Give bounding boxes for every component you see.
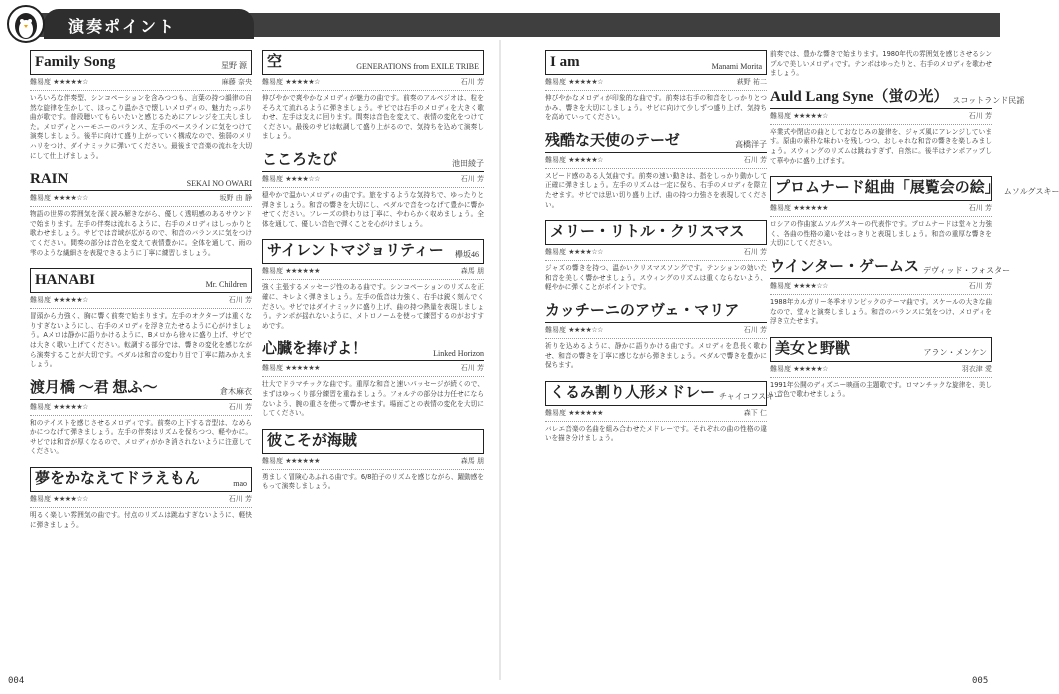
arranger-name: 森馬 朋 bbox=[460, 267, 484, 276]
article-body: 穏やかで温かいメロディの曲です。旅をするような気持ちで、ゆったりと弾きましょう。和音の響きを大切にし、ペダルで音をつなげて豊かに響かせてください。フレーズの終わりは丁寧に、やわらかく収めましょう。全体を通して、優しい音色で弾くことを心がけましょう。 bbox=[262, 190, 484, 228]
article-title-row bbox=[262, 429, 484, 454]
article-block bbox=[30, 380, 252, 457]
article-body: 伸びやかで爽やかなメロディが魅力の曲です。前奏のアルペジオは、粒をそろえて流れるように弾きましょう。サビでは右手のメロディを大きく歌わせ、左手は支えに回ります。間奏は音色を変えて、表情の変化をつけてください。最後のサビは転調して盛り上がるので、気持ちを込めて演奏しましょう。 bbox=[262, 94, 484, 141]
difficulty-label: 難易度 bbox=[262, 174, 283, 183]
article-block bbox=[262, 341, 484, 418]
article-body: ロシアの作曲家ムソルグスキーの代表作です。プロムナードは堂々と力強く、各曲の性格の違いをはっきりと表現しましょう。和音の重厚な響きを大切にしてください。 bbox=[770, 220, 992, 248]
difficulty-row bbox=[545, 75, 767, 91]
difficulty-stars: ★★★★★☆ bbox=[53, 78, 88, 86]
article-body: 物語の世界の雰囲気を深く読み解きながら、優しく透明感のあるサウンドで始まります。左手の伴奏は流れるように、右手のメロディはしっかりと歌わせましょう。サビでは音域が広がるので、和音のバランスに気をつけてください。間奏の部分は音色を変えて表情豊かに。全体を通して、雨の雫のような繊細さを表現できるように丁寧に練習しましょう。 bbox=[30, 210, 252, 257]
difficulty-stars: ★★★★☆☆ bbox=[568, 325, 603, 334]
column-4 bbox=[770, 50, 1059, 410]
composer-name: Mr. Children bbox=[205, 280, 247, 290]
difficulty-row bbox=[770, 109, 992, 125]
composer-name: スコットランド民謡 bbox=[952, 95, 1025, 105]
arranger-name: 石川 芳 bbox=[228, 296, 252, 305]
arranger-name: 石川 芳 bbox=[743, 155, 767, 164]
article-title-row bbox=[545, 50, 767, 75]
article-block bbox=[770, 258, 1011, 327]
composer-name: アラン・メンケン bbox=[923, 347, 987, 357]
difficulty-stars: ★★★★☆☆ bbox=[53, 194, 88, 203]
song-title: カッチーニのアヴェ・マリア bbox=[545, 302, 740, 319]
article-body: 卒業式や閉店の曲としておなじみの旋律を、ジャズ風にアレンジしています。原曲の素朴な味わいを残しつつ、おしゃれな和音の響きを楽しみましょう。スウィングのリズムは跳ねすぎず、自然に。後半はテンポアップして華やかに盛り上げます。 bbox=[770, 127, 992, 165]
article-body: 壮大でドラマチックな曲です。重厚な和音と速いパッセージが続くので、まずはゆっくり部分練習を重ねましょう。フォルテの部分は力任せにならないよう、腕の重さを使って響かせます。場面ごとの表情の変化を大切にしてください。 bbox=[262, 380, 484, 418]
difficulty-row bbox=[30, 293, 252, 309]
song-title: メリー・リトル・クリスマス bbox=[550, 224, 745, 241]
song-title: 渡月橋 〜君 想ふ〜 bbox=[30, 379, 158, 396]
composer-name: デヴィッド・フォスター bbox=[922, 265, 1011, 275]
article-block bbox=[262, 239, 484, 331]
article-title-row bbox=[30, 171, 252, 191]
difficulty-label: 難易度 bbox=[545, 155, 566, 164]
page-spine bbox=[499, 40, 501, 680]
article-title-row bbox=[262, 152, 484, 172]
difficulty-row bbox=[30, 492, 252, 508]
article-title-row bbox=[30, 380, 252, 400]
article-body: 前奏では、豊かな響きで始まります。1980年代の雰囲気を感じさせるシンプルで美しいメロディです。テンポはゆったりと、右手のメロディを歌わせましょう。 bbox=[770, 50, 992, 78]
article-body: 冒頭から力強く、胸に響く前奏で始まります。左手のオクターブは重くなりすぎないようにし、右手のメロディを浮き立たせるように心がけましょう。Aメロは静かに語りかけるように、Bメロから徐々に盛り上げ、サビでは大きく歌い上げてください。転調する部分では、響きの変化を感じながら演奏することが大切です。ペダルは和音の変わり目で丁寧に踏みかえましょう。 bbox=[30, 312, 252, 369]
song-title: I am bbox=[550, 54, 580, 70]
song-title: Auld Lang Syne（蛍の光） bbox=[770, 88, 949, 105]
song-title: 心臓を捧げよ！ bbox=[262, 341, 368, 358]
difficulty-stars: ★★★★★★ bbox=[568, 408, 603, 417]
arranger-name: 石川 芳 bbox=[460, 364, 484, 373]
article-title-row bbox=[262, 50, 484, 75]
arranger-name: 森馬 朋 bbox=[460, 456, 484, 465]
difficulty-row bbox=[262, 264, 484, 280]
difficulty-label: 難易度 bbox=[545, 325, 566, 334]
difficulty-label: 難易度 bbox=[262, 78, 283, 86]
article-block bbox=[770, 88, 1025, 166]
difficulty-label: 難易度 bbox=[30, 402, 51, 411]
article-title-row bbox=[262, 341, 484, 361]
difficulty-label: 難易度 bbox=[545, 78, 566, 86]
article-block bbox=[30, 50, 252, 161]
difficulty-row bbox=[770, 201, 992, 217]
article-block bbox=[30, 268, 252, 370]
difficulty-row bbox=[262, 75, 484, 91]
page-number-right: 005 bbox=[972, 676, 989, 686]
difficulty-label: 難易度 bbox=[262, 364, 283, 373]
article-title-row bbox=[30, 268, 252, 293]
article-body: 明るく楽しい雰囲気の曲です。付点のリズムは跳ねすぎないように、軽快に弾きましょう。 bbox=[30, 511, 252, 529]
difficulty-row bbox=[770, 279, 992, 295]
composer-name: 星野 源 bbox=[221, 61, 247, 70]
arranger-name: 坂野 由 静 bbox=[219, 194, 252, 203]
arranger-name: 萩野 祐二 bbox=[736, 78, 767, 86]
article-block bbox=[770, 337, 992, 400]
composer-name: チャイコフスキー bbox=[719, 391, 783, 401]
article-body: いろいろな伴奏型、シンコペーションを含みつつも、言葉の持つ韻律の自然な旋律を生かして、ほっこり温かさで懐しいメロディの、魅力たっぷり曲が歌です。普段聴いてもらいたいと感じるためにアレンジを工夫しました。メロディとハーモニーのバランス、左手のベースラインに気をつけて演奏しましょう。後半に向けて盛り上がっていく構成なので、強弱のメリハリをつけ、ダイナミックに弾いてください。最後まで音楽の流れを大切にして仕上げましょう。 bbox=[30, 94, 252, 160]
difficulty-row bbox=[262, 172, 484, 188]
article-title-row bbox=[545, 133, 767, 153]
difficulty-stars: ★★★★☆☆ bbox=[285, 174, 320, 183]
article-block bbox=[545, 133, 767, 210]
article-body: 和のテイストを感じさせるメロディです。前奏の上下する音型は、なめらかにつなげて弾きましょう。左手の伴奏はリズムを保ちつつ、軽やかに。サビでは和音が厚くなるので、メロディがかき消されないように注意してください。 bbox=[30, 418, 252, 456]
difficulty-row bbox=[545, 153, 767, 169]
difficulty-row bbox=[770, 362, 992, 378]
difficulty-stars: ★★★★★☆ bbox=[53, 402, 88, 411]
article-title-row bbox=[770, 258, 1011, 279]
header-title: 演奏ポイント bbox=[68, 17, 177, 36]
column-1 bbox=[30, 50, 252, 540]
arranger-name: 石川 芳 bbox=[228, 495, 252, 504]
difficulty-stars: ★★★★☆☆ bbox=[53, 495, 88, 504]
article-body: 祈りを込めるように、静かに語りかける曲です。メロディを息長く歌わせ、和音の響きを丁寧に感じながら弾きましょう。ペダルで響きを豊かに保ちます。 bbox=[545, 341, 767, 370]
arranger-name: 麻藤 奈央 bbox=[221, 78, 252, 86]
arranger-name: 森下 仁 bbox=[743, 408, 767, 417]
song-title: RAIN bbox=[30, 171, 69, 188]
difficulty-label: 難易度 bbox=[545, 248, 566, 257]
arranger-name: 石川 芳 bbox=[968, 111, 992, 120]
difficulty-row bbox=[30, 400, 252, 416]
difficulty-stars: ★★★★★☆ bbox=[53, 296, 88, 305]
article-title-row bbox=[545, 381, 783, 406]
article-block bbox=[545, 220, 767, 293]
article-body: スピード感のある人気曲です。前奏の速い動きは、指をしっかり動かして正確に弾きましょう。左手のリズムは一定に保ち、右手のメロディを際立たせます。サビでは思い切り盛り上げ、曲の持つ力強さを表現してください。 bbox=[545, 171, 767, 209]
difficulty-stars: ★★★★★★ bbox=[285, 364, 320, 373]
composer-name: 倉木麻衣 bbox=[220, 386, 252, 396]
difficulty-label: 難易度 bbox=[262, 267, 283, 276]
composer-name: 欅坂46 bbox=[455, 250, 479, 260]
song-title: こころたび bbox=[262, 151, 338, 168]
penguin-mascot-icon bbox=[6, 4, 46, 44]
article-title-row bbox=[262, 239, 484, 264]
song-title: 残酷な天使のテーゼ bbox=[545, 132, 680, 149]
article-body: 伸びやかなメロディが印象的な曲です。前奏は右手の和音をしっかりとつかみ、響きを大切にしましょう。サビに向けて少しずつ盛り上げ、気持ちを高めていってください。 bbox=[545, 94, 767, 122]
composer-name: 高橋洋子 bbox=[735, 139, 767, 149]
difficulty-row bbox=[545, 245, 767, 261]
song-title: HANABI bbox=[35, 272, 96, 289]
difficulty-label: 難易度 bbox=[770, 111, 791, 120]
composer-name: 池田綾子 bbox=[452, 158, 484, 168]
song-title: プロムナード組曲「展覧会の絵」 bbox=[775, 180, 1000, 197]
song-title: くるみ割り人形メドレー bbox=[550, 384, 716, 401]
article-title-row bbox=[770, 337, 992, 362]
page-number-left: 004 bbox=[8, 676, 25, 686]
difficulty-label: 難易度 bbox=[30, 194, 51, 203]
article-title-row bbox=[545, 220, 767, 245]
article-block bbox=[545, 303, 767, 371]
difficulty-label: 難易度 bbox=[770, 281, 791, 290]
difficulty-stars: ★★★★★★ bbox=[285, 267, 320, 276]
difficulty-label: 難易度 bbox=[545, 408, 566, 417]
song-title: サイレントマジョリティー bbox=[267, 243, 444, 260]
difficulty-label: 難易度 bbox=[30, 296, 51, 305]
composer-name: ムソルグスキー bbox=[1003, 187, 1059, 197]
difficulty-row bbox=[545, 323, 767, 339]
difficulty-stars: ★★★★☆☆ bbox=[793, 281, 828, 290]
difficulty-stars: ★★★★★☆ bbox=[793, 364, 828, 373]
article-block bbox=[545, 381, 783, 444]
difficulty-label: 難易度 bbox=[262, 456, 283, 465]
article-block bbox=[262, 429, 484, 492]
song-title: ウインター・ゲームス bbox=[770, 258, 919, 275]
article-body: 1988年カルガリー冬季オリンピックのテーマ曲です。スケールの大きな曲なので、堂々と演奏しましょう。和音のバランスに気をつけ、メロディを浮き立たせます。 bbox=[770, 297, 992, 326]
song-title: 夢をかなえてドラえもん bbox=[35, 471, 200, 488]
song-title: Family Song bbox=[35, 54, 116, 70]
arranger-name: 石川 芳 bbox=[743, 248, 767, 257]
article-body: バレエ音楽の名曲を組み合わせたメドレーです。それぞれの曲の性格の違いを描き分けましょう。 bbox=[545, 424, 767, 443]
difficulty-label: 難易度 bbox=[770, 204, 791, 213]
article-block bbox=[545, 50, 767, 123]
article-block bbox=[770, 50, 992, 79]
composer-name: Manami Morita bbox=[711, 62, 762, 71]
arranger-name: 羽衣津 愛 bbox=[961, 364, 992, 373]
difficulty-stars: ★★★★☆☆ bbox=[568, 248, 603, 257]
song-title: 彼こそが海賊 bbox=[267, 432, 358, 449]
arranger-name: 石川 芳 bbox=[968, 204, 992, 213]
article-title-row bbox=[770, 88, 1025, 109]
song-title: 空 bbox=[267, 54, 283, 70]
article-title-row bbox=[30, 50, 252, 75]
article-block bbox=[30, 467, 252, 530]
composer-name: GENERATIONS from EXILE TRIBE bbox=[356, 62, 479, 71]
composer-name: Linked Horizon bbox=[433, 349, 484, 359]
arranger-name: 石川 芳 bbox=[460, 78, 484, 86]
arranger-name: 石川 芳 bbox=[460, 174, 484, 183]
difficulty-row bbox=[30, 75, 252, 91]
difficulty-row bbox=[262, 454, 484, 470]
difficulty-label: 難易度 bbox=[30, 78, 51, 86]
article-block bbox=[262, 152, 484, 229]
difficulty-stars: ★★★★★☆ bbox=[568, 155, 603, 164]
article-title-row bbox=[770, 176, 1059, 201]
article-body: 強く主張するメッセージ性のある曲です。シンコペーションのリズムを正確に、キレよく弾きましょう。左手の低音は力強く、右手は鋭く刻んでください。サビではダイナミックに盛り上げ、曲の持つ熱量を表現しましょう。テンポが揺れないように、メトロノームを使って練習するのがおすすめです。 bbox=[262, 283, 484, 330]
composer-name: SEKAI NO OWARI bbox=[186, 179, 252, 189]
difficulty-row bbox=[30, 191, 252, 207]
article-block bbox=[30, 171, 252, 258]
difficulty-row bbox=[545, 406, 767, 422]
article-body: 勇ましく冒険心あふれる曲です。6/8拍子のリズムを感じながら、躍動感をもって演奏しましょう。 bbox=[262, 472, 484, 491]
article-block bbox=[770, 176, 1059, 249]
article-title-row bbox=[545, 303, 767, 323]
difficulty-stars: ★★★★★☆ bbox=[285, 78, 320, 86]
column-2 bbox=[262, 50, 484, 502]
arranger-name: 石川 芳 bbox=[968, 281, 992, 290]
difficulty-stars: ★★★★★☆ bbox=[793, 111, 828, 120]
difficulty-label: 難易度 bbox=[30, 495, 51, 504]
difficulty-label: 難易度 bbox=[770, 364, 791, 373]
song-title: 美女と野獣 bbox=[775, 340, 851, 357]
column-3 bbox=[545, 50, 783, 454]
arranger-name: 石川 芳 bbox=[743, 325, 767, 334]
article-body: 1991年公開のディズニー映画の主題歌です。ロマンチックな旋律を、美しい音色で歌わせましょう。 bbox=[770, 380, 992, 399]
composer-name: mao bbox=[233, 479, 247, 489]
article-block bbox=[262, 50, 484, 142]
difficulty-stars: ★★★★★★ bbox=[285, 456, 320, 465]
article-title-row bbox=[30, 467, 252, 492]
difficulty-stars: ★★★★★★ bbox=[793, 204, 828, 213]
arranger-name: 石川 芳 bbox=[228, 402, 252, 411]
difficulty-row bbox=[262, 361, 484, 377]
difficulty-stars: ★★★★★☆ bbox=[568, 78, 603, 86]
page-header bbox=[0, 0, 1000, 40]
article-body: ジャズの響きを持つ、温かいクリスマスソングです。テンションの効いた和音を美しく響かせましょう。スウィングのリズムは重くならないよう、軽やかに弾くことがポイントです。 bbox=[545, 264, 767, 292]
